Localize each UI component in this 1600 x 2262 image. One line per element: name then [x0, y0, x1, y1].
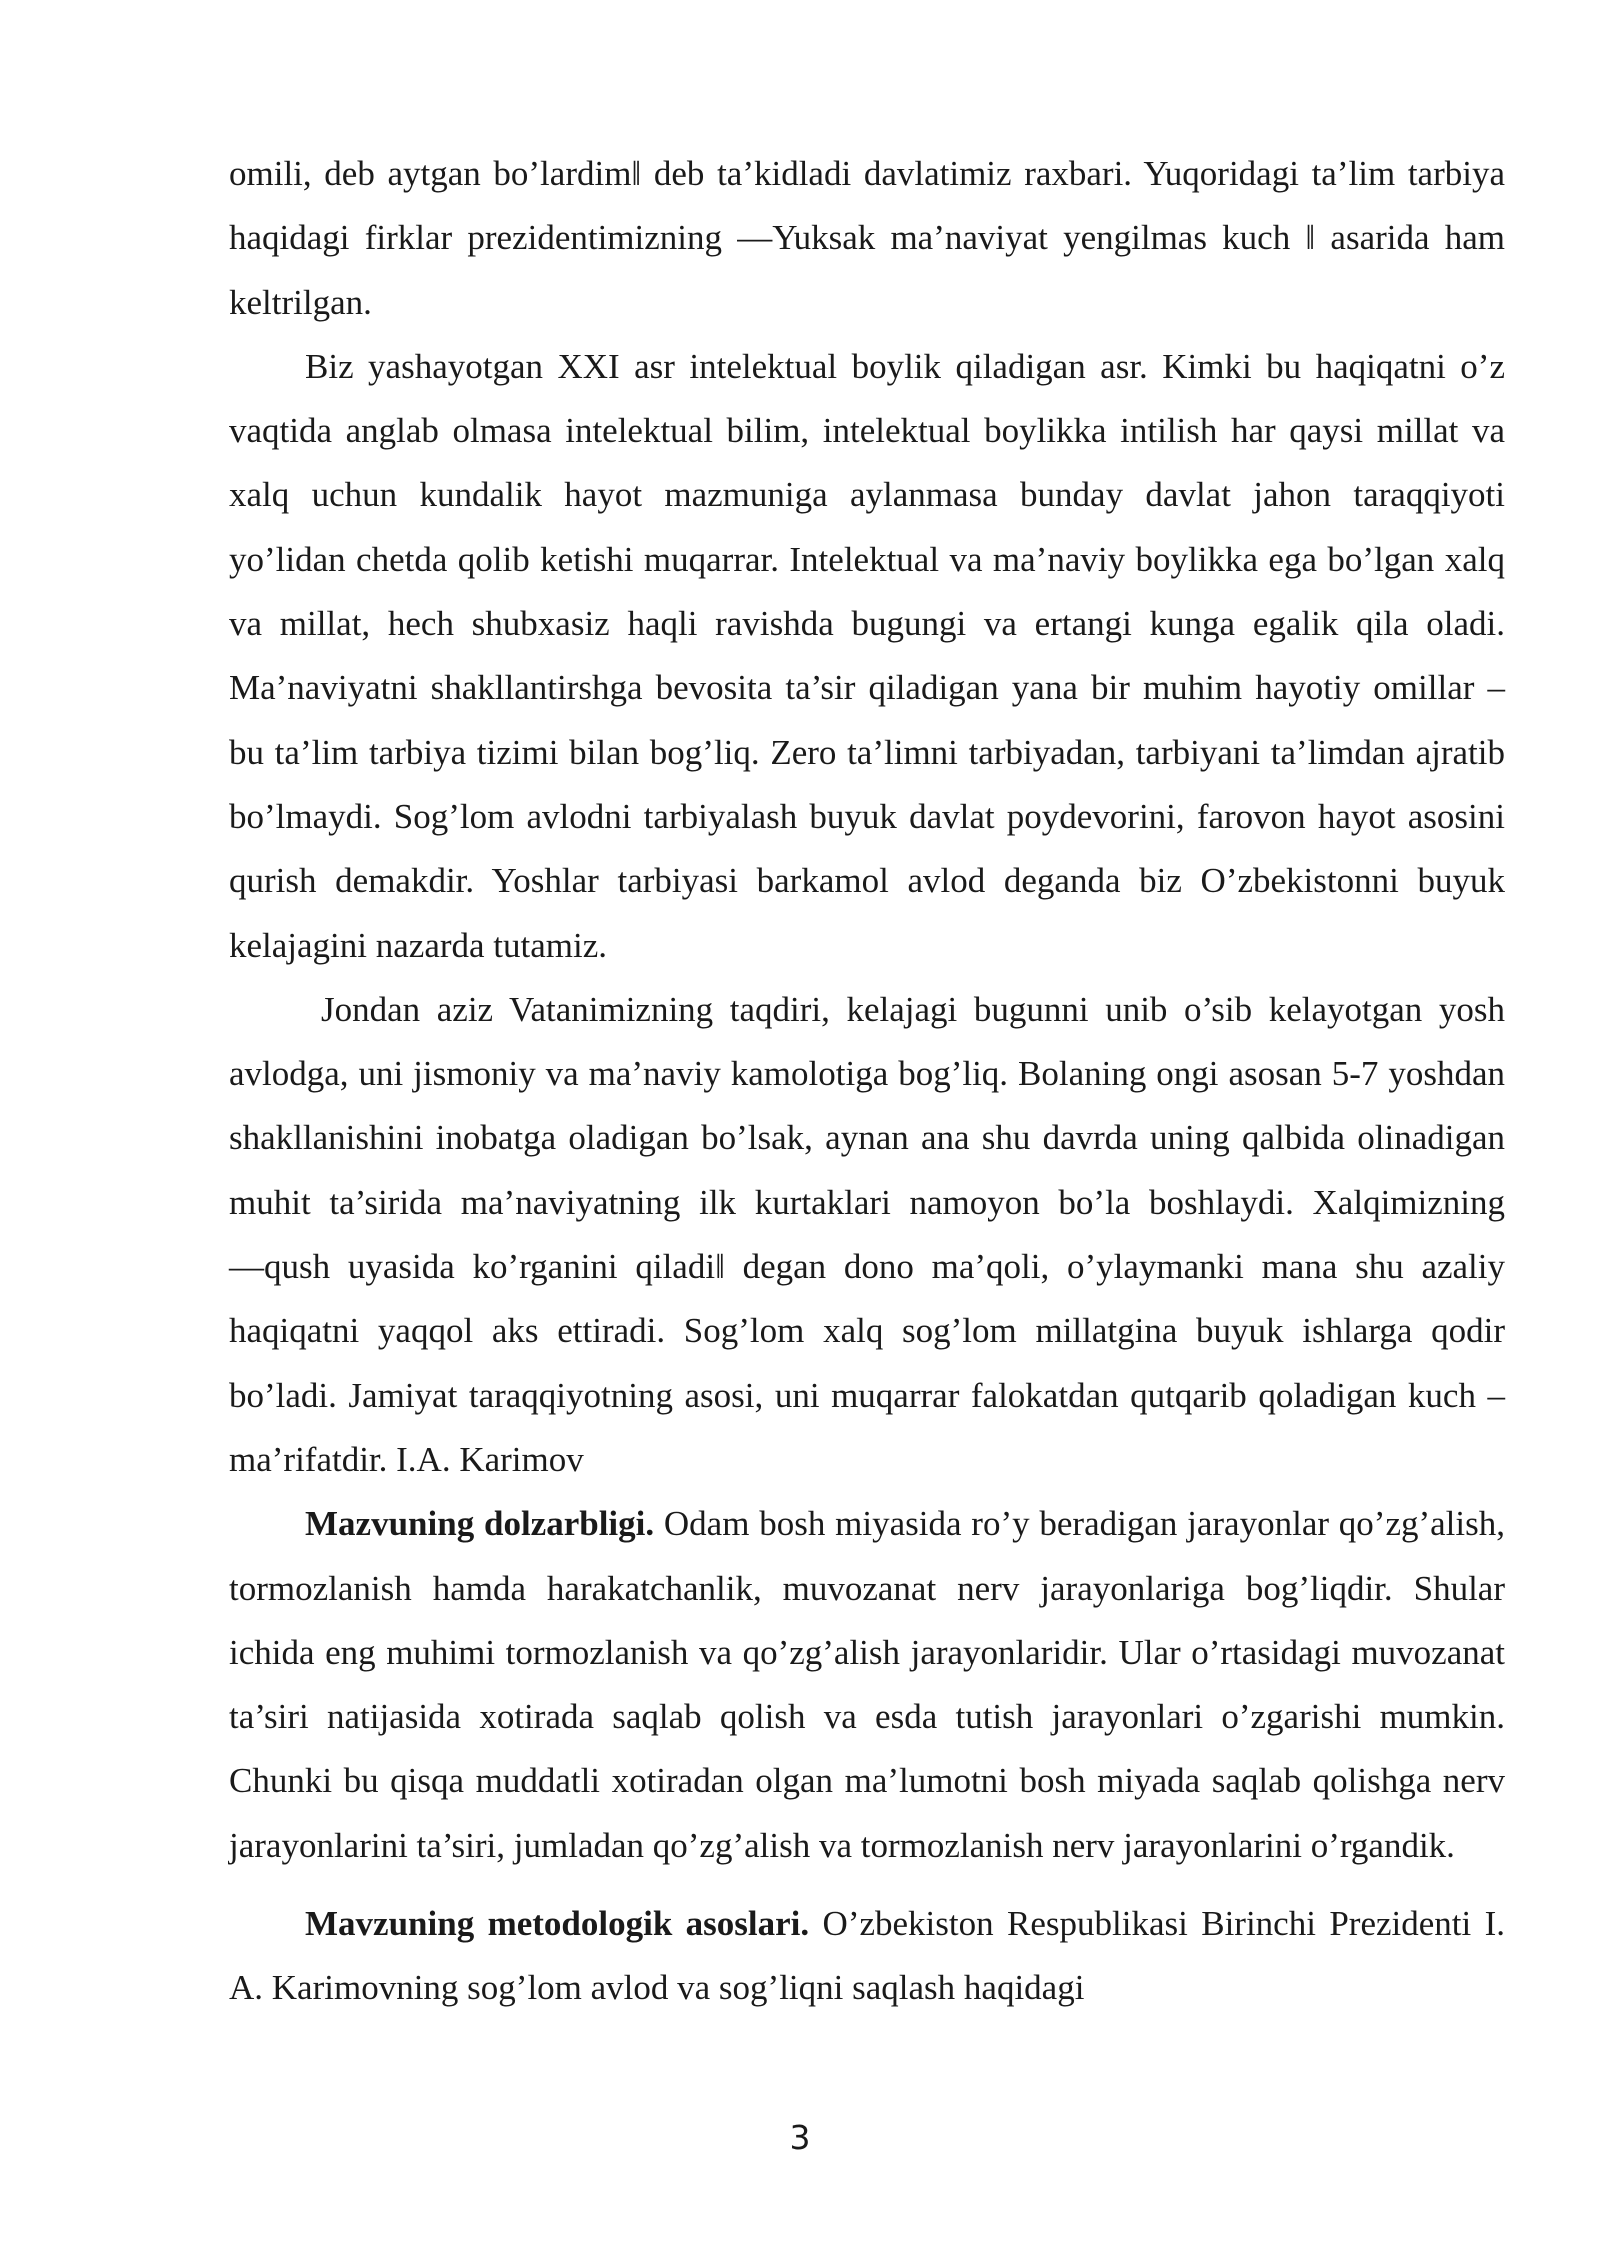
paragraph-intellectual-wealth — [229, 335, 1505, 978]
paragraph-text: Odam bosh miyasida ro’y beradigan jarayonlar qo’zg’alish, tormozlanish hamda harakatchanlik, muvozanat nerv jarayonlariga bog’liqdir. Shular ichida eng muhimi tormozlanish va qo’zg’alish jarayonlaridir. Ular o’rtasidagi muvozanat ta’siri natijasida xotirada saqlab qolish va esda tutish jarayonlari o’zgarishi mumkin. Chunki bu qisqa muddatli xotiradan olgan ma’lumotni bosh miyada saqlab qolishga nerv jarayonlarini ta’siri, jumladan qo’zg’alish va tormozlanish nerv jarayonlarini o’rgandik. — [229, 1504, 1505, 1865]
paragraph-text: Biz yashayotgan XXI asr intelektual boylik qiladigan asr. Kimki bu haqiqatni o’z vaqtida anglab olmasa intelektual bilim, intelektual boylikka intilish har qaysi millat va xalq uchun kundalik hayot mazmuniga aylanmasa bunday davlat jahon taraqqiyoti yo’lidan chetda qolib ketishi muqarrar. Intelektual va ma’naviy boylikka ega bo’lgan xalq va millat, hech shubxasiz haqli ravishda bugungi va ertangi kunga egalik qila oladi. Ma’naviyatni shakllantirshga bevosita ta’sir qiladigan yana bir muhim hayotiy omillar – bu ta’lim tarbiya tizimi bilan bog’liq. Zero ta’limni tarbiyadan, tarbiyani ta’limdan ajratib bo’lmaydi. Sog’lom avlodni tarbiyalash buyuk davlat poydevorini, farovon hayot asosini qurish demakdir. Yoshlar tarbiyasi barkamol avlod deganda biz O’zbekistonni buyuk kelajagini nazarda tutamiz. — [229, 346, 1505, 965]
paragraph-topic-relevance — [229, 1492, 1505, 1878]
section-heading: Mazvuning dolzarbligi. — [305, 1504, 655, 1544]
page-body — [229, 142, 1505, 2021]
paragraph-methodological-basis — [229, 1892, 1505, 2021]
paragraph-continuation — [229, 142, 1505, 335]
paragraph-text: O’zbekiston Respublikasi Birinchi Prezidenti I. A. Karimovning sog’lom avlod va sog’liqni saqlash haqidagi — [229, 1904, 1506, 2008]
page-number: 3 — [789, 2118, 811, 2157]
paragraph-text: Jondan aziz Vatanimizning taqdiri, kelajagi bugunni unib o’sib kelayotgan yosh avlodga, uni jismoniy va ma’naviy kamolotiga bog’liq. Bolaning ongi asosan 5-7 yoshdan shakllanishini inobatga oladigan bo’lsak, aynan ana shu davrda uning qalbida olinadigan muhit ta’sirida ma’naviyatning ilk kurtaklari namoyon bo’la boshlaydi. Xalqimizning ―qush uyasida ko’rganini qiladi‖ degan dono ma’qoli, o’ylaymanki mana shu azaliy haqiqatni yaqqol aks ettiradi. Sog’lom xalq sog’lom millatgina buyuk ishlarga qodir bo’ladi. Jamiyat taraqqiyotning asosi, uni muqarrar falokatdan qutqarib qoladigan kuch – ma’rifatdir. I.A. Karimov — [229, 989, 1505, 1479]
paragraph-homeland-future — [229, 978, 1505, 1492]
paragraph-text: omili, deb aytgan bo’lardim‖ deb ta’kidladi davlatimiz raxbari. Yuqoridagi ta’lim tarbiya haqidagi firklar prezidentimizning ―Yuksak ma’naviyat yengilmas kuch ‖ asarida ham keltrilgan. — [229, 154, 1505, 322]
section-heading: Mavzuning metodologik asoslari. — [305, 1904, 810, 1944]
